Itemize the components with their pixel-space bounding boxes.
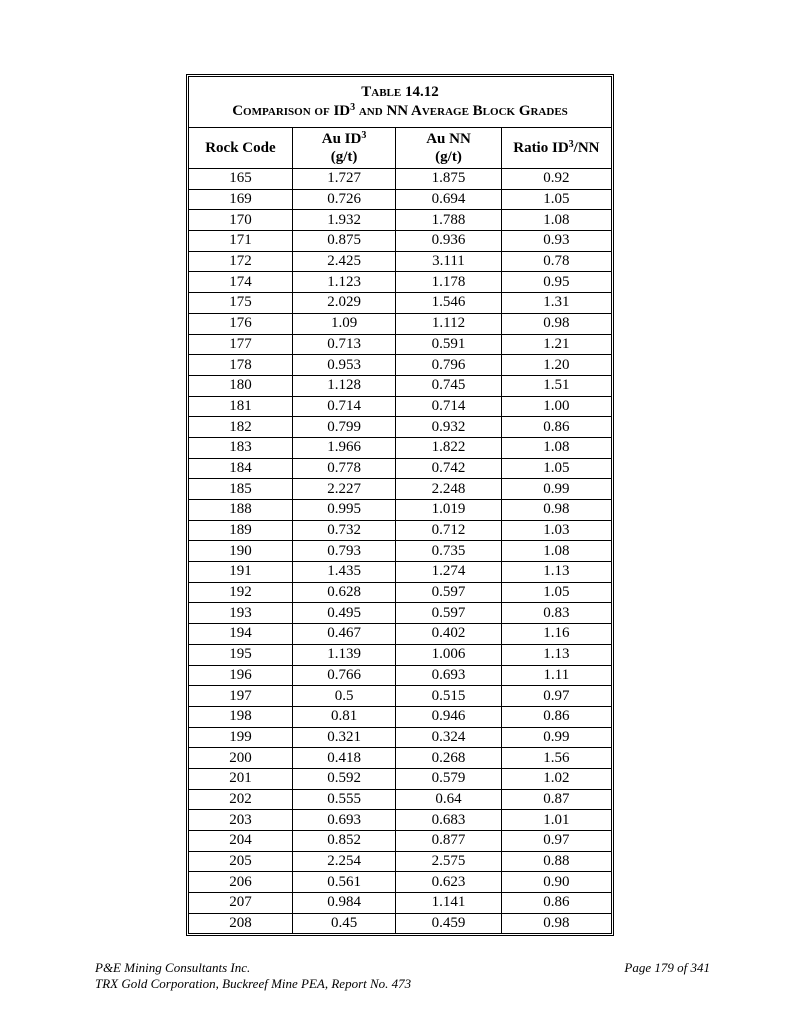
table-row [189, 686, 611, 707]
table-title: Comparison of $ID^3$ and NN Average Block Grades [232, 102, 568, 119]
table-row [189, 293, 611, 314]
table-row [189, 396, 611, 417]
footer-report: TRX Gold Corporation, Buckreef Mine PEA, Report No. 473 [95, 976, 412, 991]
cell-ratio: 1.16 [501, 624, 611, 645]
cell-ratio: 0.83 [501, 603, 611, 624]
cell-rock-code: 177 [189, 334, 292, 355]
cell-au-nn: 1.822 [396, 437, 502, 458]
cell-au-id3: 0.592 [292, 768, 395, 789]
cell-au-nn: 2.575 [396, 851, 502, 872]
cell-au-id3: 1.128 [292, 375, 395, 396]
cell-au-nn: 0.877 [396, 831, 502, 852]
table-caption [189, 77, 611, 128]
cell-rock-code: 182 [189, 417, 292, 438]
table-number: Table 14.12 [361, 84, 439, 100]
table-row [189, 355, 611, 376]
cell-au-nn: 1.006 [396, 644, 502, 665]
cell-rock-code: 192 [189, 582, 292, 603]
table-row [189, 624, 611, 645]
cell-au-id3: 0.732 [292, 520, 395, 541]
cell-ratio: 1.08 [501, 210, 611, 231]
table-row [189, 189, 611, 210]
cell-rock-code: 184 [189, 458, 292, 479]
cell-rock-code: 178 [189, 355, 292, 376]
cell-au-id3: 0.321 [292, 727, 395, 748]
table-body [189, 169, 611, 934]
cell-ratio: 1.05 [501, 582, 611, 603]
data-table [189, 77, 611, 933]
cell-ratio: 1.11 [501, 665, 611, 686]
cell-ratio: 0.98 [501, 313, 611, 334]
cell-au-nn: 1.178 [396, 272, 502, 293]
cell-rock-code: 172 [189, 251, 292, 272]
cell-au-nn: 1.141 [396, 893, 502, 914]
cell-rock-code: 181 [189, 396, 292, 417]
cell-au-id3: 0.766 [292, 665, 395, 686]
cell-rock-code: 199 [189, 727, 292, 748]
cell-ratio: 1.13 [501, 562, 611, 583]
table-row [189, 334, 611, 355]
cell-rock-code: 170 [189, 210, 292, 231]
cell-au-nn: 1.274 [396, 562, 502, 583]
cell-au-nn: 0.712 [396, 520, 502, 541]
cell-ratio: 1.31 [501, 293, 611, 314]
cell-ratio: 0.92 [501, 169, 611, 190]
cell-au-id3: 0.45 [292, 913, 395, 933]
cell-au-nn: 0.597 [396, 582, 502, 603]
table-row [189, 582, 611, 603]
cell-rock-code: 193 [189, 603, 292, 624]
table-header-row [189, 128, 611, 169]
cell-au-nn: 0.693 [396, 665, 502, 686]
cell-au-nn: 0.745 [396, 375, 502, 396]
table-row [189, 665, 611, 686]
cell-rock-code: 171 [189, 231, 292, 252]
cell-rock-code: 198 [189, 706, 292, 727]
footer-company: P&E Mining Consultants Inc. [95, 960, 251, 975]
table-row [189, 851, 611, 872]
table-row [189, 313, 611, 334]
cell-au-id3: 0.995 [292, 500, 395, 521]
cell-au-id3: 0.555 [292, 789, 395, 810]
cell-rock-code: 194 [189, 624, 292, 645]
cell-ratio: 0.87 [501, 789, 611, 810]
cell-ratio: 0.95 [501, 272, 611, 293]
cell-au-id3: 0.5 [292, 686, 395, 707]
table-row [189, 251, 611, 272]
cell-rock-code: 190 [189, 541, 292, 562]
cell-au-id3: 0.561 [292, 872, 395, 893]
cell-au-nn: 0.936 [396, 231, 502, 252]
footer-page-number: Page 179 of 341 [624, 960, 710, 975]
cell-au-nn: 0.742 [396, 458, 502, 479]
cell-au-id3: 0.778 [292, 458, 395, 479]
table-row [189, 810, 611, 831]
cell-au-id3: 0.953 [292, 355, 395, 376]
cell-rock-code: 174 [189, 272, 292, 293]
cell-au-nn: 1.788 [396, 210, 502, 231]
cell-au-id3: 2.029 [292, 293, 395, 314]
cell-rock-code: 203 [189, 810, 292, 831]
cell-au-nn: 0.402 [396, 624, 502, 645]
cell-au-nn: 1.546 [396, 293, 502, 314]
table-row [189, 831, 611, 852]
cell-ratio: 0.99 [501, 727, 611, 748]
cell-rock-code: 175 [189, 293, 292, 314]
cell-au-nn: 0.796 [396, 355, 502, 376]
cell-ratio: 0.88 [501, 851, 611, 872]
cell-au-id3: 2.425 [292, 251, 395, 272]
cell-au-id3: 1.966 [292, 437, 395, 458]
table-row [189, 210, 611, 231]
table-row [189, 500, 611, 521]
cell-au-id3: 0.799 [292, 417, 395, 438]
table-row [189, 520, 611, 541]
table-row [189, 727, 611, 748]
cell-au-id3: 0.467 [292, 624, 395, 645]
table-row [189, 768, 611, 789]
table-row [189, 417, 611, 438]
cell-rock-code: 183 [189, 437, 292, 458]
cell-au-id3: 0.418 [292, 748, 395, 769]
cell-ratio: 1.13 [501, 644, 611, 665]
cell-rock-code: 191 [189, 562, 292, 583]
cell-ratio: 0.99 [501, 479, 611, 500]
table-row [189, 169, 611, 190]
cell-au-nn: 0.515 [396, 686, 502, 707]
table-row [189, 562, 611, 583]
cell-ratio: 1.56 [501, 748, 611, 769]
cell-au-id3: 1.727 [292, 169, 395, 190]
cell-au-nn: 0.714 [396, 396, 502, 417]
cell-au-nn: 1.019 [396, 500, 502, 521]
cell-rock-code: 201 [189, 768, 292, 789]
cell-ratio: 1.05 [501, 189, 611, 210]
cell-au-nn: 0.932 [396, 417, 502, 438]
table-row [189, 231, 611, 252]
cell-rock-code: 200 [189, 748, 292, 769]
cell-rock-code: 188 [189, 500, 292, 521]
cell-au-id3: 2.254 [292, 851, 395, 872]
cell-rock-code: 195 [189, 644, 292, 665]
table-row [189, 913, 611, 933]
cell-ratio: 1.51 [501, 375, 611, 396]
cell-rock-code: 180 [189, 375, 292, 396]
cell-au-nn: 0.694 [396, 189, 502, 210]
cell-rock-code: 204 [189, 831, 292, 852]
cell-rock-code: 176 [189, 313, 292, 334]
cell-au-nn: 0.64 [396, 789, 502, 810]
cell-au-nn: 0.683 [396, 810, 502, 831]
table-row [189, 458, 611, 479]
cell-au-nn: 1.875 [396, 169, 502, 190]
table-row [189, 893, 611, 914]
cell-ratio: 1.05 [501, 458, 611, 479]
cell-ratio: 1.20 [501, 355, 611, 376]
cell-au-id3: 0.693 [292, 810, 395, 831]
cell-rock-code: 207 [189, 893, 292, 914]
grade-comparison-table [186, 74, 614, 936]
table-row [189, 479, 611, 500]
cell-rock-code: 205 [189, 851, 292, 872]
header-rock-code: Rock Code [189, 128, 292, 169]
table-caption-row [189, 77, 611, 128]
table-row [189, 437, 611, 458]
table-row [189, 541, 611, 562]
cell-au-id3: 0.713 [292, 334, 395, 355]
header-au-id3: Au $ID^3$ (g/t) [292, 128, 395, 169]
cell-au-id3: 1.139 [292, 644, 395, 665]
cell-au-id3: 0.714 [292, 396, 395, 417]
cell-au-id3: 1.09 [292, 313, 395, 334]
cell-au-id3: 0.793 [292, 541, 395, 562]
cell-ratio: 0.86 [501, 706, 611, 727]
cell-ratio: 0.93 [501, 231, 611, 252]
cell-au-nn: 0.623 [396, 872, 502, 893]
cell-rock-code: 206 [189, 872, 292, 893]
cell-ratio: 1.08 [501, 437, 611, 458]
cell-au-id3: 0.726 [292, 189, 395, 210]
table-row [189, 272, 611, 293]
cell-au-nn: 0.459 [396, 913, 502, 933]
cell-au-nn: 0.946 [396, 706, 502, 727]
cell-ratio: 0.97 [501, 686, 611, 707]
cell-rock-code: 202 [189, 789, 292, 810]
cell-ratio: 0.97 [501, 831, 611, 852]
cell-au-nn: 3.111 [396, 251, 502, 272]
cell-au-id3: 0.495 [292, 603, 395, 624]
cell-au-id3: 2.227 [292, 479, 395, 500]
cell-ratio: 1.21 [501, 334, 611, 355]
table-row [189, 706, 611, 727]
cell-au-id3: 1.435 [292, 562, 395, 583]
header-ratio: Ratio $ID^3/NN$ [501, 128, 611, 169]
cell-ratio: 0.86 [501, 893, 611, 914]
cell-au-nn: 0.591 [396, 334, 502, 355]
cell-ratio: 0.90 [501, 872, 611, 893]
cell-au-id3: 0.875 [292, 231, 395, 252]
cell-au-id3: 0.628 [292, 582, 395, 603]
cell-ratio: 1.03 [501, 520, 611, 541]
cell-au-nn: 0.268 [396, 748, 502, 769]
cell-ratio: 0.86 [501, 417, 611, 438]
cell-au-nn: 2.248 [396, 479, 502, 500]
cell-ratio: 1.01 [501, 810, 611, 831]
cell-au-id3: 0.81 [292, 706, 395, 727]
cell-ratio: 1.02 [501, 768, 611, 789]
table-row [189, 789, 611, 810]
cell-ratio: 0.98 [501, 500, 611, 521]
cell-rock-code: 208 [189, 913, 292, 933]
cell-au-id3: 0.984 [292, 893, 395, 914]
table-row [189, 872, 611, 893]
table-row [189, 375, 611, 396]
cell-rock-code: 169 [189, 189, 292, 210]
table-row [189, 644, 611, 665]
table-row [189, 603, 611, 624]
cell-au-nn: 0.324 [396, 727, 502, 748]
header-au-nn: Au NN (g/t) [396, 128, 502, 169]
cell-au-id3: 1.932 [292, 210, 395, 231]
cell-rock-code: 185 [189, 479, 292, 500]
cell-au-id3: 1.123 [292, 272, 395, 293]
cell-au-nn: 1.112 [396, 313, 502, 334]
cell-rock-code: 196 [189, 665, 292, 686]
cell-rock-code: 189 [189, 520, 292, 541]
cell-rock-code: 165 [189, 169, 292, 190]
cell-au-id3: 0.852 [292, 831, 395, 852]
cell-au-nn: 0.597 [396, 603, 502, 624]
cell-ratio: 0.98 [501, 913, 611, 933]
cell-ratio: 0.78 [501, 251, 611, 272]
cell-ratio: 1.00 [501, 396, 611, 417]
cell-rock-code: 197 [189, 686, 292, 707]
cell-au-nn: 0.579 [396, 768, 502, 789]
cell-ratio: 1.08 [501, 541, 611, 562]
cell-au-nn: 0.735 [396, 541, 502, 562]
page-footer [95, 960, 710, 992]
table-row [189, 748, 611, 769]
